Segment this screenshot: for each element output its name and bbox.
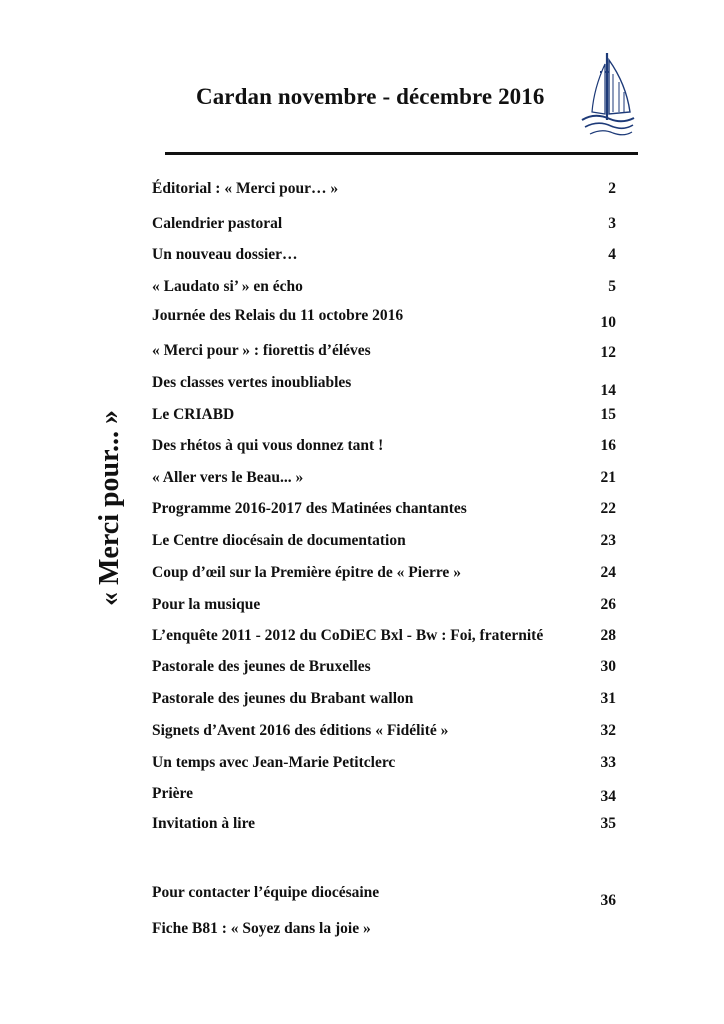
toc-entry [152,688,616,710]
toc-page-number: 26 [600,596,616,613]
toc-page-number: 22 [600,500,616,517]
toc-page-number: 16 [600,437,616,454]
toc-entry [152,783,616,805]
toc-entry [152,244,616,266]
toc-page-number: 5 [608,278,616,295]
toc-page-number: 35 [600,815,616,832]
toc-entry-title: Prière [152,785,194,802]
toc-entry [152,530,616,552]
toc-page-number: 14 [600,382,616,399]
toc-entry [152,882,616,909]
toc-page-number: 30 [600,658,616,675]
toc-page-number: 36 [600,892,616,909]
toc-entry-title: L’enquête 2011 - 2012 du CoDiEC Bxl - Bw : Foi, fraternité [152,627,544,644]
title-divider [165,152,638,155]
page-title: Cardan novembre - décembre 2016 [196,84,545,109]
toc-page-number: 21 [600,469,616,486]
toc-entry-title: Un nouveau dossier… [152,246,298,263]
toc-page-number: 10 [600,314,616,331]
toc-page-number: 33 [600,754,616,771]
toc-entry-title: « Laudato si’ » en écho [152,278,303,295]
toc-entry-title: Programme 2016-2017 des Matinées chantantes [152,500,467,517]
toc-entry [152,813,616,835]
toc-entry-title: Un temps avec Jean-Marie Petitclerc [152,754,396,771]
toc-page-number: 12 [600,344,616,361]
toc-entry [152,435,616,457]
toc-entry-title: Calendrier pastoral [152,215,283,232]
toc-entry-title: Des rhétos à qui vous donnez tant ! [152,437,384,454]
toc-entry [152,305,616,331]
toc-entry-title: « Aller vers le Beau... » [152,469,304,486]
toc-page-number: 24 [600,564,616,581]
toc-entry-title: Coup d’œil sur la Première épitre de « Pierre » [152,564,461,581]
toc-entry-title: Des classes vertes inoubliables [152,374,352,391]
toc-entry [152,178,616,200]
sailboat-cross-logo-icon [580,50,636,142]
toc-entry [152,918,616,940]
toc-page-number: 4 [608,246,616,263]
toc-entry [152,372,616,399]
toc-page-number: 28 [600,627,616,644]
toc-entry-title: Pour la musique [152,596,261,613]
toc-entry [152,562,616,584]
toc-entry-title: Pastorale des jeunes du Brabant wallon [152,690,414,707]
toc-entry [152,625,616,647]
side-title: « Merci pour... » [94,410,125,606]
toc-entry-title: « Merci pour » : fiorettis d’éléves [152,342,371,359]
toc-entry [152,276,616,298]
toc-entry-title: Pastorale des jeunes de Bruxelles [152,658,371,675]
toc-entry [152,656,616,678]
toc-entry-title: Signets d’Avent 2016 des éditions « Fidélité » [152,722,449,739]
toc-page-number: 31 [600,690,616,707]
toc-entry-title: Éditorial : « Merci pour… » [152,180,339,197]
toc-entry-title: Journée des Relais du 11 octobre 2016 [152,307,404,324]
toc-entry [152,467,616,489]
toc-entry-title: Fiche B81 : « Soyez dans la joie » [152,920,371,937]
toc-entry-title: Pour contacter l’équipe diocésaine [152,884,380,901]
toc-entry-title: Invitation à lire [152,815,256,832]
toc-page-number: 2 [608,180,616,197]
toc-page-number: 3 [608,215,616,232]
toc-page-number: 23 [600,532,616,549]
toc-entry [152,498,616,520]
toc-entry [152,594,616,616]
toc-page-number: 15 [600,406,616,423]
toc-entry [152,213,616,235]
toc-entry [152,404,616,426]
toc-page-number: 32 [600,722,616,739]
toc-entry [152,752,616,774]
toc-entry-title: Le CRIABD [152,406,235,423]
toc-page-number: 34 [600,788,616,805]
toc-entry [152,720,616,742]
toc-entry [152,340,616,362]
toc-entry-title: Le Centre diocésain de documentation [152,532,406,549]
